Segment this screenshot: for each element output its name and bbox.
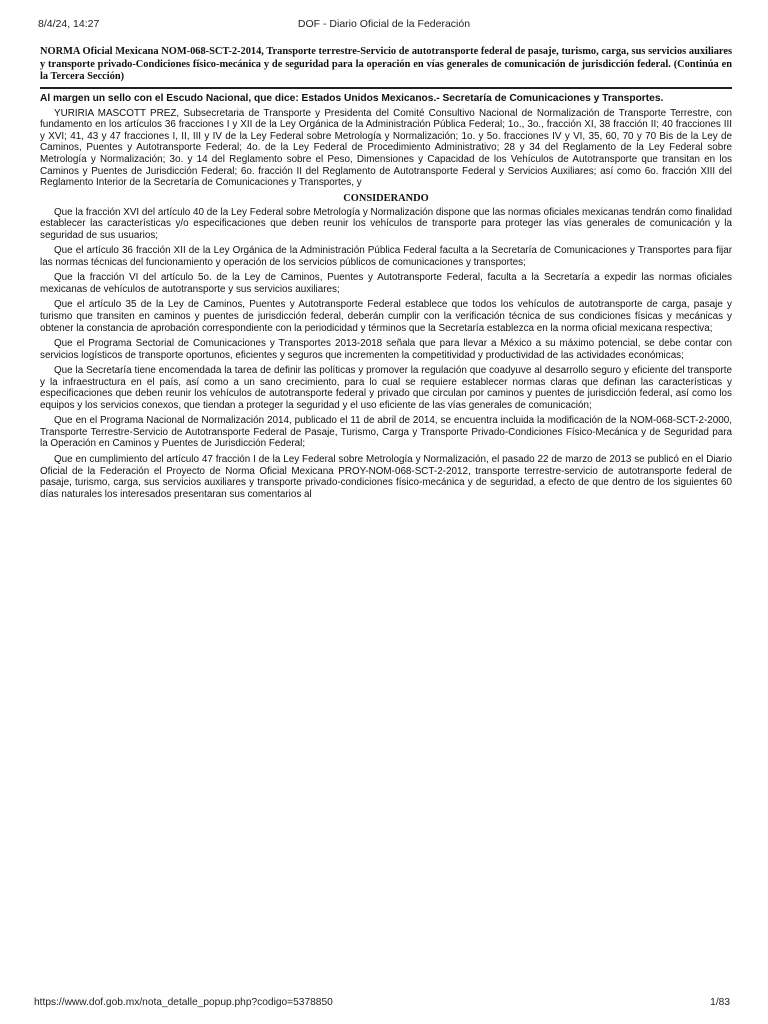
- considerando-paragraph: Que en el Programa Nacional de Normalización 2014, publicado el 11 de abril de 2014, se encuentra incluida la modificación de la NOM-068-SCT-2-2000, Transporte Terrestre-Servicio de Autotransporte Federal de Pasaje, Turismo, Carga y Transporte Privado-Condiciones Físico-Mecánica y de Seguridad para la Operación en Caminos y Puentes de Jurisdicción Federal;: [40, 415, 732, 450]
- page-indicator: 1/83: [710, 997, 730, 1008]
- document-title: NORMA Oficial Mexicana NOM-068-SCT-2-2014, Transporte terrestre-Servicio de autotransporte federal de pasaje, turismo, carga, sus servicios auxiliares y transporte privado-Condiciones físico-mecánica y de seguridad para la operación en vías generales de comunicación de jurisdicción federal. (Continúa en la Tercera Sección): [40, 46, 732, 83]
- considerando-paragraph: Que la fracción VI del artículo 5o. de la Ley de Caminos, Puentes y Autotransporte Federal, faculta a la Secretaría a expedir las normas oficiales mexicanas de vehículos de autotransporte y sus servicios auxiliares;: [40, 272, 732, 295]
- considerando-paragraph: Que en cumplimiento del artículo 47 fracción I de la Ley Federal sobre Metrología y Normalización, el pasado 22 de marzo de 2013 se publicó en el Diario Oficial de la Federación el Proyecto de Norma Oficial Mexicana PROY-NOM-068-SCT-2-2012, transporte terrestre-servicio de autotransporte federal de pasaje, turismo, carga, sus servicios auxiliares y transporte privado-condiciones físico-mecánica y de seguridad, a efecto de que dentro de los siguientes 60 días naturales los interesados presentaran sus comentarios al: [40, 454, 732, 500]
- considerando-paragraph: Que el Programa Sectorial de Comunicaciones y Transportes 2013-2018 señala que para llevar a México a su máximo potencial, se debe contar con servicios logísticos de transporte oportunos, eficientes y seguros que incrementen la competitividad y productividad de las actividades económicas;: [40, 338, 732, 361]
- title-divider: [40, 87, 732, 89]
- document-body: [40, 46, 732, 504]
- page-title: DOF - Diario Oficial de la Federación: [297, 18, 471, 30]
- section-heading: CONSIDERANDO: [343, 192, 429, 204]
- considerando-paragraph: Que el artículo 36 fracción XII de la Ley Orgánica de la Administración Pública Federal faculta a la Secretaría de Comunicaciones y Transportes para fijar las normas técnicas del funcionamiento y operación de los servicios públicos de comunicaciones y transportes;: [40, 245, 732, 268]
- considerando-paragraph: Que el artículo 35 de la Ley de Caminos, Puentes y Autotransporte Federal establece que todos los vehículos de autotransporte de carga, pasaje y turismo que transiten en caminos y puentes de jurisdicción federal, deberán cumplir con la verificación técnica de sus condiciones físicas y mecánicas y obtener la constancia de aprobación correspondiente con la periodicidad y términos que la Secretaría establezca en la norma oficial mexicana respectiva;: [40, 299, 732, 334]
- source-url: https://www.dof.gob.mx/nota_detalle_popup.php?codigo=5378850: [34, 997, 333, 1008]
- considerando-paragraph: Que la Secretaría tiene encomendada la tarea de definir las políticas y promover la regulación que coadyuve al desarrollo seguro y eficiente del transporte y la infraestructura en el país, así como a un sano crecimiento, para lo cual se requiere establecer normas claras que definan las características y especificaciones que deben reunir los vehículos de autotransporte federal y privado que circulan por caminos y puentes de jurisdicción federal, así como los equipos y los servicios conexos, que tiendan a proteger la seguridad y el uso eficiente de las vías generales de comunicación;: [40, 365, 732, 411]
- considerando-paragraph: Que la fracción XVI del artículo 40 de la Ley Federal sobre Metrología y Normalización dispone que las normas oficiales mexicanas tendrán como finalidad establecer las características y/o especificaciones que deben reunir los vehículos de transporte para proteger las vías generales de comunicación y la seguridad de sus usuarios;: [40, 206, 732, 241]
- intro-paragraph: YURIRIA MASCOTT PREZ, Subsecretaria de Transporte y Presidenta del Comité Consultivo Nacional de Normalización de Transporte Terrestre, con fundamento en los artículos 36 fracciones I y XII de la Ley Orgánica de la Administración Pública Federal; 1o., 3o., fracción XI, 38 fracción II; 40 fracciones III y XVI; 41, 43 y 47 fracciones I, II, III y IV de la Ley Federal sobre Metrología y Normalización; 1o. y 5o. fracciones IV y VI, 35, 60, 70 y 70 Bis de la Ley de Caminos, Puentes y Autotransporte Federal; 4o. de la Ley Federal de Procedimiento Administrativo; 28 y 34 del Reglamento de la Ley Federal sobre Metrología y Normalización; 3o. y 14 del Reglamento sobre el Peso, Dimensiones y Capacidad de los Vehículos de Autotransporte que transitan en los Caminos y Puentes de Jurisdicción Federal; 6o. fracción II del Reglamento de Autotransporte Federal y Servicios Auxiliares; así como 6o. fracción XIII del Reglamento Interior de la Secretaría de Comunicaciones y Transportes, y: [40, 107, 732, 189]
- print-date: 8/4/24, 14:27: [38, 18, 100, 30]
- margin-note: Al margen un sello con el Escudo Nacional, que dice: Estados Unidos Mexicanos.- Secretaría de Comunicaciones y Transportes.: [40, 92, 664, 104]
